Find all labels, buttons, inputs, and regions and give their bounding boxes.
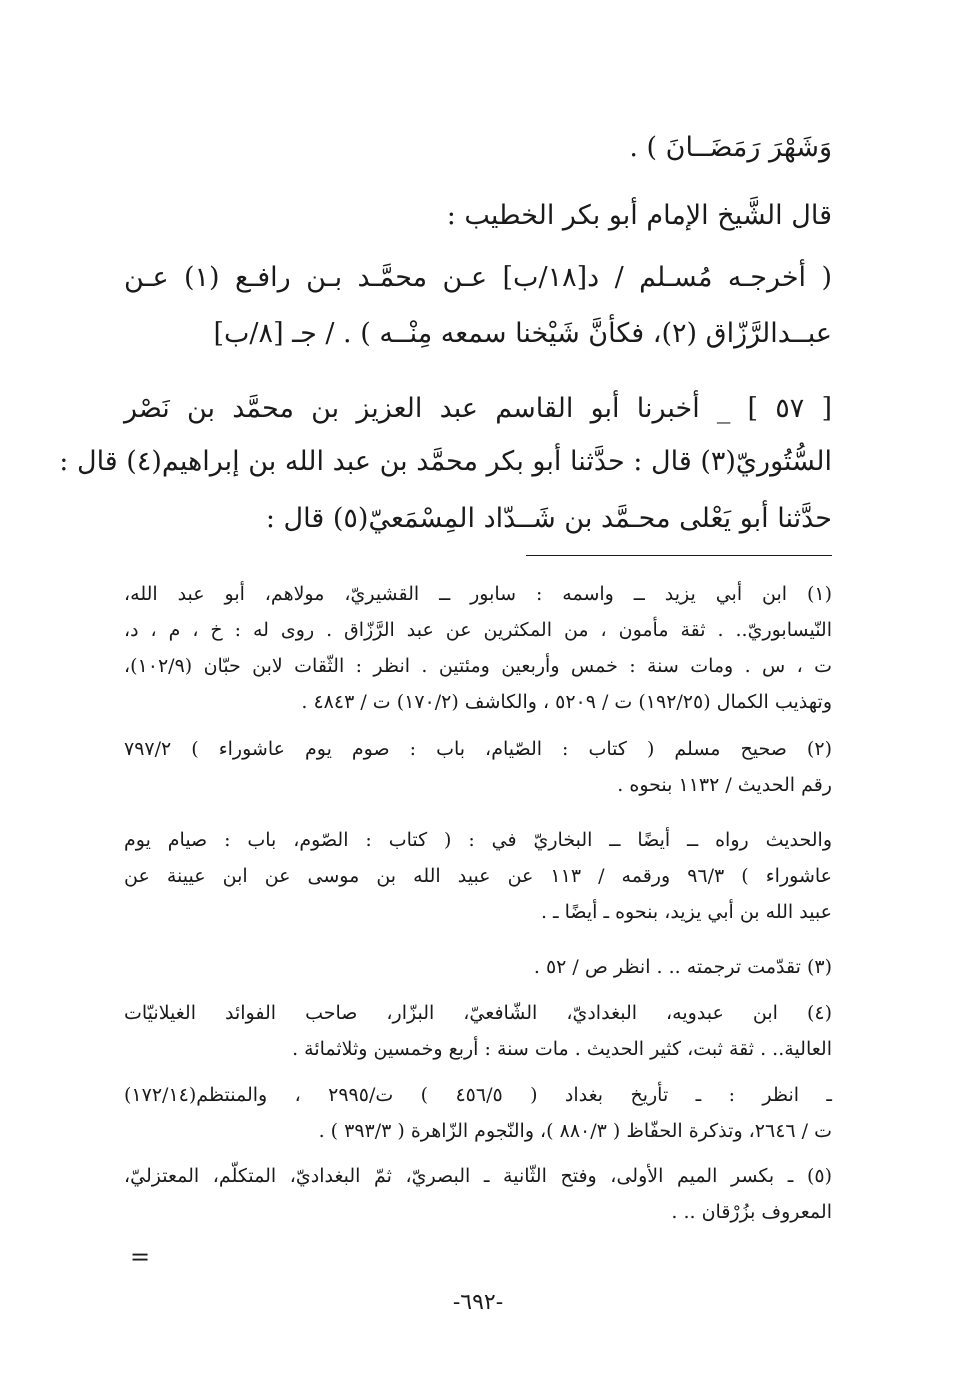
footnote-separator bbox=[526, 555, 832, 556]
footnote-line-13: ـ انظر : ـ تأريخ بغداد ( ٤٥٦/٥ ) ت/٢٩٩٥ ، والمنتظم(١٧٢/١٤) bbox=[124, 1084, 832, 1106]
footnote-line-3: ت ، س . ومات سنة : خمس وأربعين ومئتين . انظر : الثّقات لابن حبّان (١٠٢/٩)، bbox=[124, 655, 832, 677]
footnote-line-14: ت / ٢٦٤٦، وتذكرة الحفّاظ ( ٨٨٠/٣ )، والنّجوم الزّاهرة ( ٣٩٣/٣ ) . bbox=[318, 1120, 832, 1142]
footnote-line-4: وتهذيب الكمال (١٩٢/٢٥) ت / ٥٢٠٩ ، والكاشف (١٧٠/٢) ت / ٤٨٤٣ . bbox=[301, 691, 832, 713]
footnote-line-10: (٣) تقدّمت ترجمته .. . انظر ص / ٥٢ . bbox=[533, 956, 832, 978]
main-text-line-1: وَشَهْرَ رَمَضَــانَ ) . bbox=[629, 132, 832, 163]
main-text-line-5: [ ٥٧ ] _ أخبرنا أبو القاسم عبد العزيز بن محمَّد بن نَصْر bbox=[124, 393, 832, 424]
main-text-line-4: عبــدالرَّزّاق (٢)، فكأنَّ شَيْخنا سمعه مِنْــه ) . / جـ [٨/ب] bbox=[213, 318, 832, 349]
footnote-line-8: عاشوراء ) ٩٦/٣ ورقمه / ١١٣ عن عبيد الله بن موسى عن ابن عيينة عن bbox=[124, 865, 832, 887]
main-text-line-6: السُّتُوريّ(٣) قال : حدَّثنا أبو بكر محمَّد بن عبد الله بن إبراهيم(٤) قال : bbox=[59, 446, 832, 477]
footnote-line-9: عبيد الله بن أبي يزيد، بنحوه ـ أيضًا ـ . bbox=[540, 901, 832, 923]
footnote-line-11: (٤) ابن عبدويه، البغداديّ، الشّافعيّ، البزّار، صاحب الفوائد الغيلانيّات bbox=[124, 1002, 832, 1024]
footnote-line-6: رقم الحديث / ١١٣٢ بنحوه . bbox=[617, 774, 832, 796]
footnote-line-1: (١) ابن أبي يزيد ــ واسمه : سابور ــ القشيريّ، مولاهم، أبو عبد الله، bbox=[124, 583, 832, 605]
footnote-line-15: (٥) ـ بكسر الميم الأولى، وفتح الثّانية ـ البصريّ، ثمّ البغداديّ، المتكلّم، المعتزليّ، bbox=[124, 1165, 832, 1187]
main-text-line-7: حدَّثنا أبو يَعْلى محـمَّد بن شَــدّاد المِسْمَعيّ(٥) قال : bbox=[265, 503, 832, 534]
footnote-line-12: العالية.. . ثقة ثبت، كثير الحديث . مات سنة : أربع وخمسين وثلاثمائة . bbox=[292, 1038, 832, 1060]
main-text-line-3: ( أخرجـه مُسـلم / د[١٨/ب] عـن محمَّـد بـن رافـع (١) عـن bbox=[124, 262, 832, 293]
footnote-line-2: النّيسابوريّ.. . ثقة مأمون ، من المكثرين عن عبد الرَّزّاق . روى له : خ ، م ، د، bbox=[124, 619, 832, 641]
footnote-line-7: والحديث رواه ــ أيضًا ــ البخاريّ في : ( كتاب : الصّوم، باب : صيام يوم bbox=[124, 829, 832, 851]
footnote-line-16: المعروف بزُرْقان .. . bbox=[671, 1201, 832, 1223]
main-text-line-2: قال الشَّيخ الإمام أبو بكر الخطيب : bbox=[446, 200, 832, 231]
continuation-mark: = bbox=[130, 1243, 151, 1271]
page-number: -٦٩٢- bbox=[452, 1290, 504, 1315]
footnote-line-5: (٢) صحيح مسلم ( كتاب : الصّيام، باب : صوم يوم عاشوراء ) ٧٩٧/٢ bbox=[124, 738, 832, 760]
